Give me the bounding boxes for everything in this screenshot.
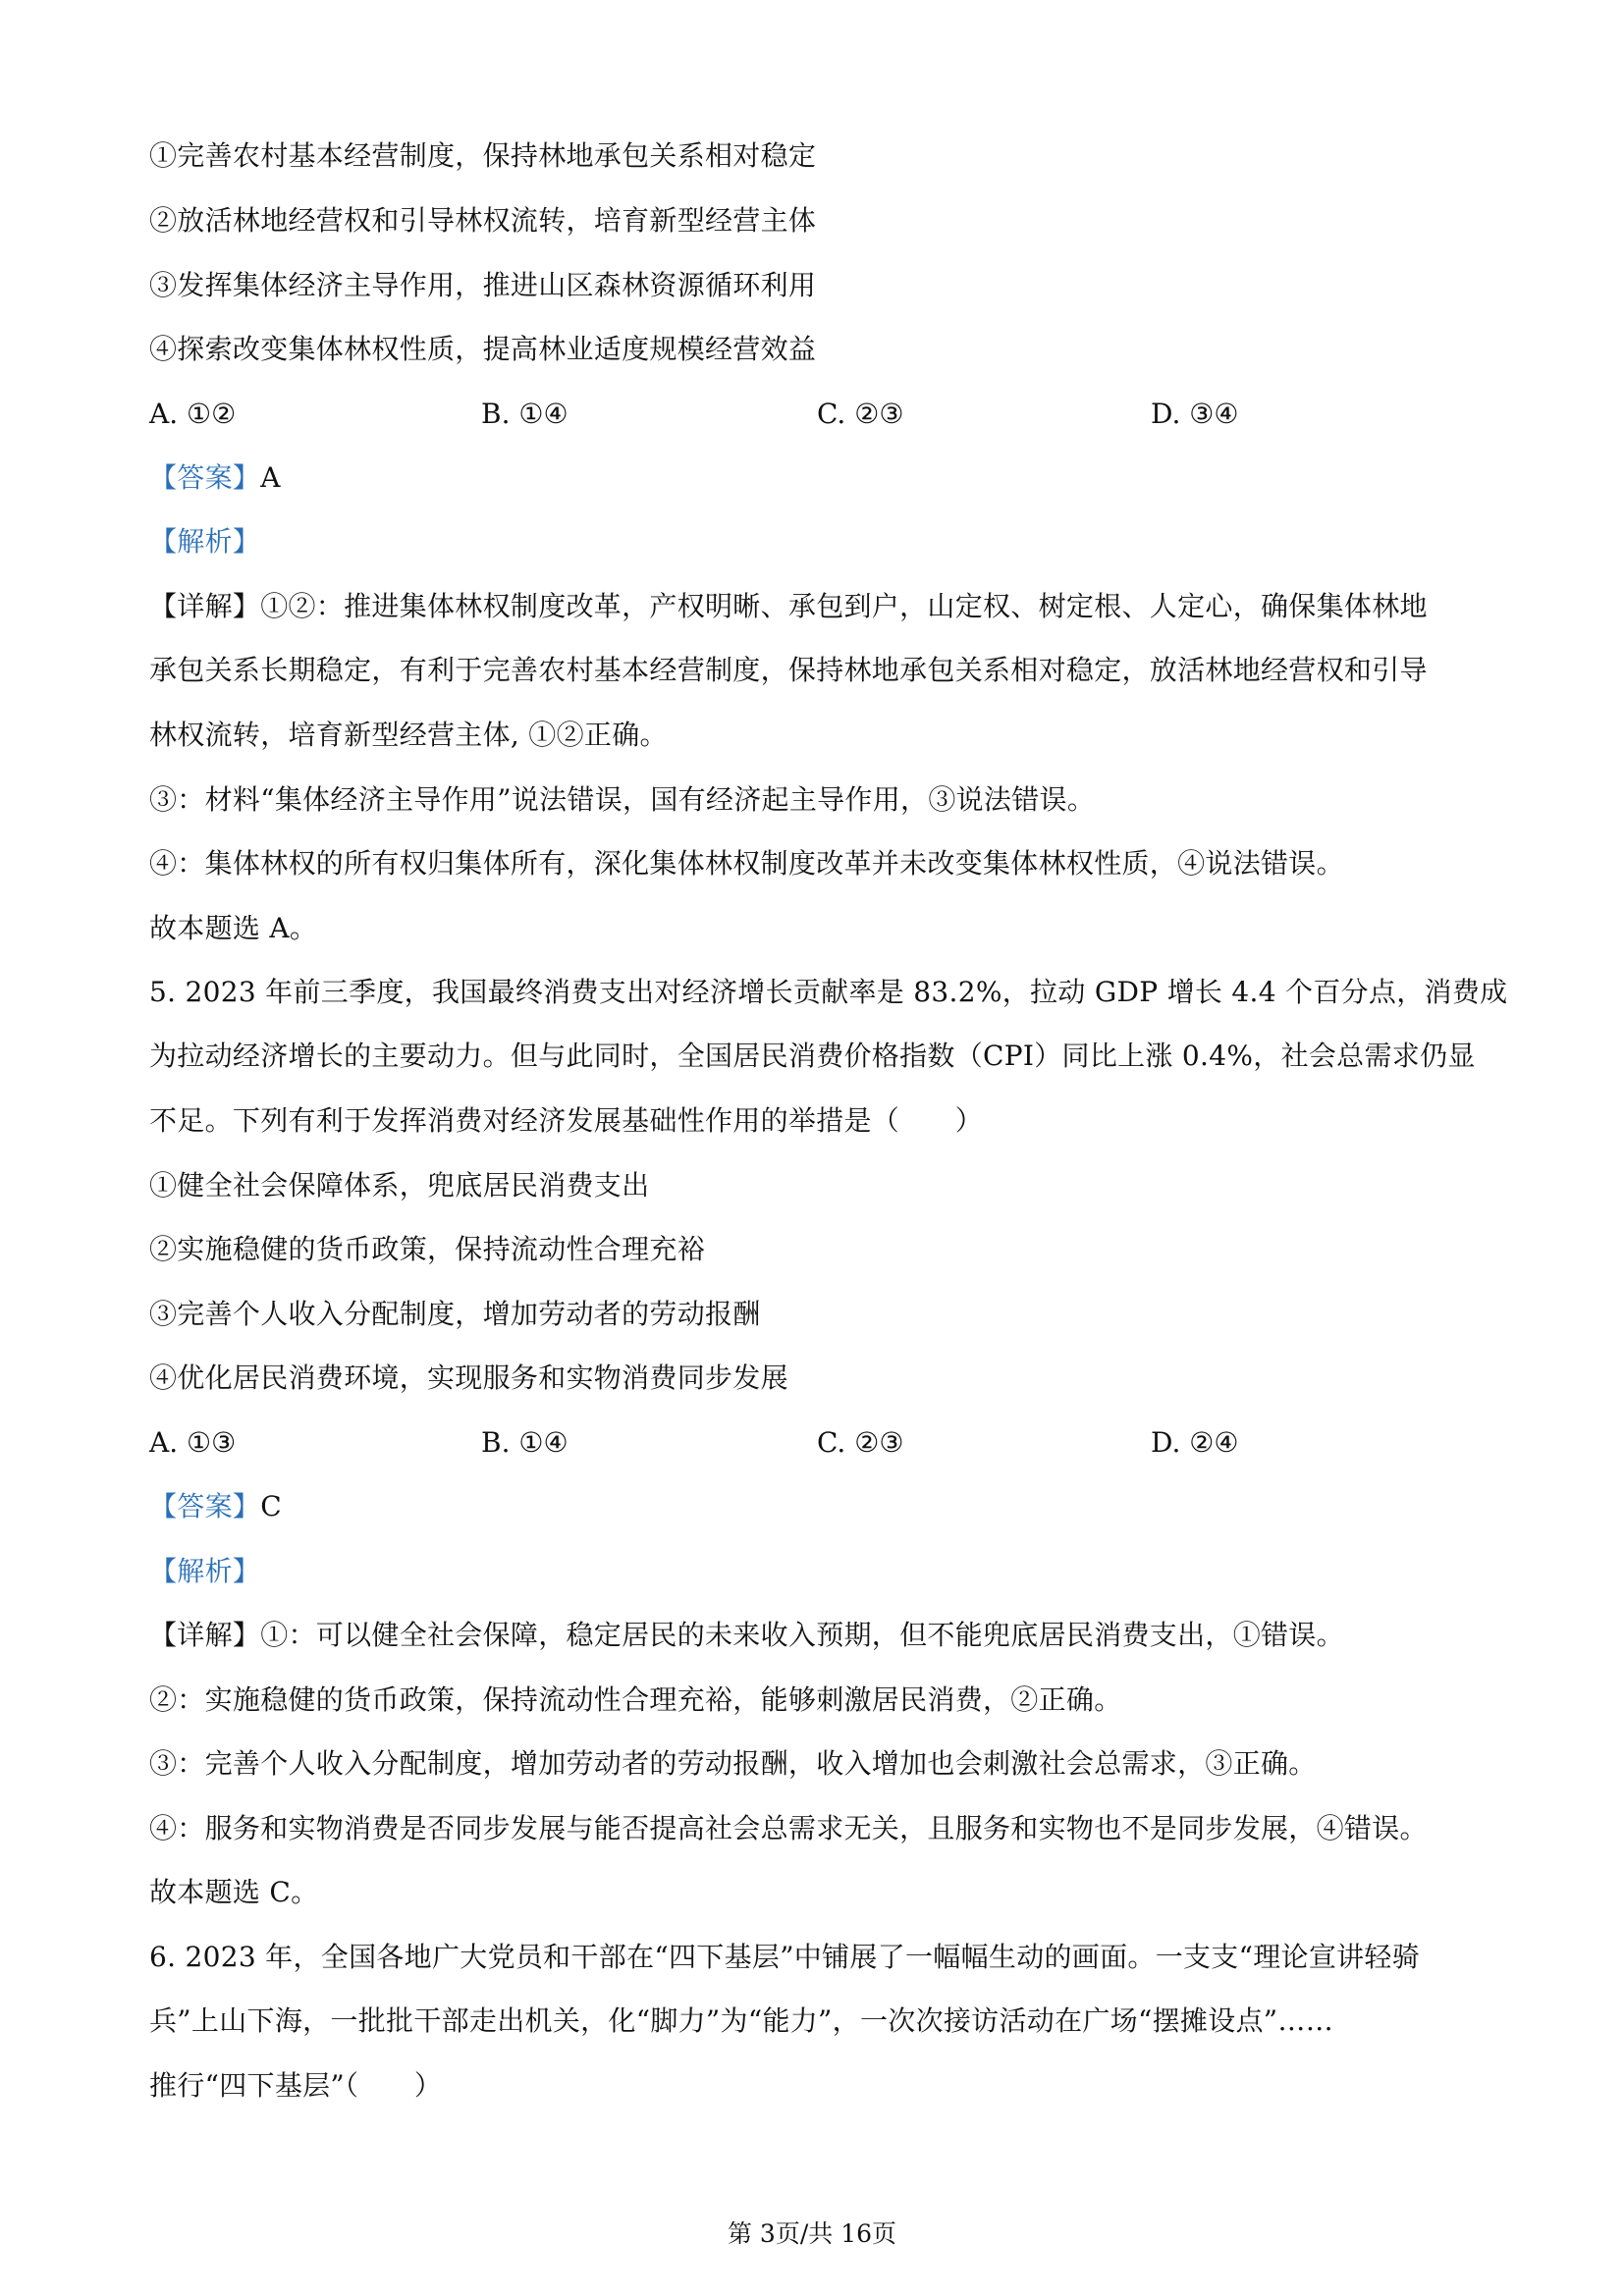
q5-stem-line-2: 为拉动经济增长的主要动力。但与此同时，全国居民消费价格指数（CPI）同比上涨 0.4%，社会总需求仍显 — [149, 1040, 1476, 1072]
q4-detail-line-3: 林权流转，培育新型经营主体, ①②正确。 — [149, 719, 668, 751]
q5-conclusion: 故本题选 C。 — [149, 1876, 319, 1908]
q6-stem-line-3: 推行“四下基层”（ ） — [149, 2069, 443, 2102]
page-footer: 第 3页/共 16页 — [727, 2219, 897, 2248]
answer-tag: 【答案】 — [149, 461, 261, 494]
analysis-tag: 【解析】 — [149, 1555, 261, 1587]
analysis-tag: 【解析】 — [149, 525, 261, 558]
q4-detail-line-2: 承包关系长期稳定，有利于完善农村基本经营制度，保持林地承包关系相对稳定，放活林地经营权和引导 — [149, 654, 1428, 686]
answer-value: A — [260, 461, 281, 494]
q4-detail-line-4: ③：材料“集体经济主导作用”说法错误，国有经济起主导作用，③说法错误。 — [149, 783, 1096, 816]
detail-text: ①②：推进集体林权制度改革，产权明晰、承包到户，山定权、树定根、人定心，确保集体林地 — [260, 590, 1428, 622]
q5-stem-line-1: 5. 2023 年前三季度，我国最终消费支出对经济增长贡献率是 83.2%，拉动 GDP 增长 4.4 个百分点，消费成 — [149, 976, 1508, 1008]
q5-statement-3: ③完善个人收入分配制度，增加劳动者的劳动报酬 — [149, 1298, 761, 1330]
q4-option-a: A. ①② — [149, 398, 237, 430]
q5-statement-2: ②实施稳健的货币政策，保持流动性合理充裕 — [149, 1233, 706, 1265]
q4-statement-2: ②放活林地经营权和引导林权流转，培育新型经营主体 — [149, 204, 817, 237]
q5-detail-line-2: ②：实施稳健的货币政策，保持流动性合理充裕，能够刺激居民消费，②正确。 — [149, 1683, 1122, 1716]
q4-statement-1: ①完善农村基本经营制度，保持林地承包关系相对稳定 — [149, 139, 817, 172]
q4-option-d: D. ③④ — [1151, 398, 1239, 430]
q5-option-c: C. ②③ — [817, 1426, 904, 1459]
answer-tag: 【答案】 — [149, 1490, 261, 1522]
q4-analysis-heading — [149, 522, 260, 561]
q5-answer — [149, 1487, 282, 1526]
q6-stem-line-2: 兵”上山下海，一批批干部走出机关，化“脚力”为“能力”，一次次接访活动在广场“摆摊设点”…… — [149, 2004, 1334, 2037]
detail-text: ①：可以健全社会保障，稳定居民的未来收入预期，但不能兜底居民消费支出，①错误。 — [260, 1619, 1344, 1651]
q5-detail-line-4: ④：服务和实物消费是否同步发展与能否提高社会总需求无关，且服务和实物也不是同步发展，④错误。 — [149, 1812, 1428, 1844]
q6-stem-line-1: 6. 2023 年，全国各地广大党员和干部在“四下基层”中铺展了一幅幅生动的画面。一支支“理论宣讲轻骑 — [149, 1941, 1421, 1973]
q4-detail-line-1 — [149, 587, 1428, 626]
q4-answer — [149, 458, 281, 498]
detail-tag: 【详解】 — [149, 1619, 261, 1651]
q4-option-b: B. ①④ — [481, 398, 568, 430]
q4-conclusion: 故本题选 A。 — [149, 912, 318, 944]
q5-statement-4: ④优化居民消费环境，实现服务和实物消费同步发展 — [149, 1362, 788, 1394]
q5-detail-line-3: ③：完善个人收入分配制度，增加劳动者的劳动报酬，收入增加也会刺激社会总需求，③正确。 — [149, 1747, 1317, 1780]
detail-tag: 【详解】 — [149, 590, 261, 622]
q4-statement-4: ④探索改变集体林权性质，提高林业适度规模经营效益 — [149, 333, 817, 365]
q5-option-b: B. ①④ — [481, 1426, 568, 1459]
answer-value: C — [260, 1490, 282, 1522]
q5-stem-line-3: 不足。下列有利于发挥消费对经济发展基础性作用的举措是（ ） — [149, 1104, 984, 1137]
q5-statement-1: ①健全社会保障体系，兜底居民消费支出 — [149, 1169, 650, 1201]
q4-option-c: C. ②③ — [817, 398, 904, 430]
q4-statement-3: ③发挥集体经济主导作用，推进山区森林资源循环利用 — [149, 269, 817, 301]
q5-detail-line-1 — [149, 1616, 1344, 1655]
q5-analysis-heading — [149, 1552, 260, 1591]
q5-option-a: A. ①③ — [149, 1426, 237, 1459]
q4-detail-line-5: ④：集体林权的所有权归集体所有，深化集体林权制度改革并未改变集体林权性质，④说法错误。 — [149, 847, 1344, 880]
q5-option-d: D. ②④ — [1151, 1426, 1239, 1459]
